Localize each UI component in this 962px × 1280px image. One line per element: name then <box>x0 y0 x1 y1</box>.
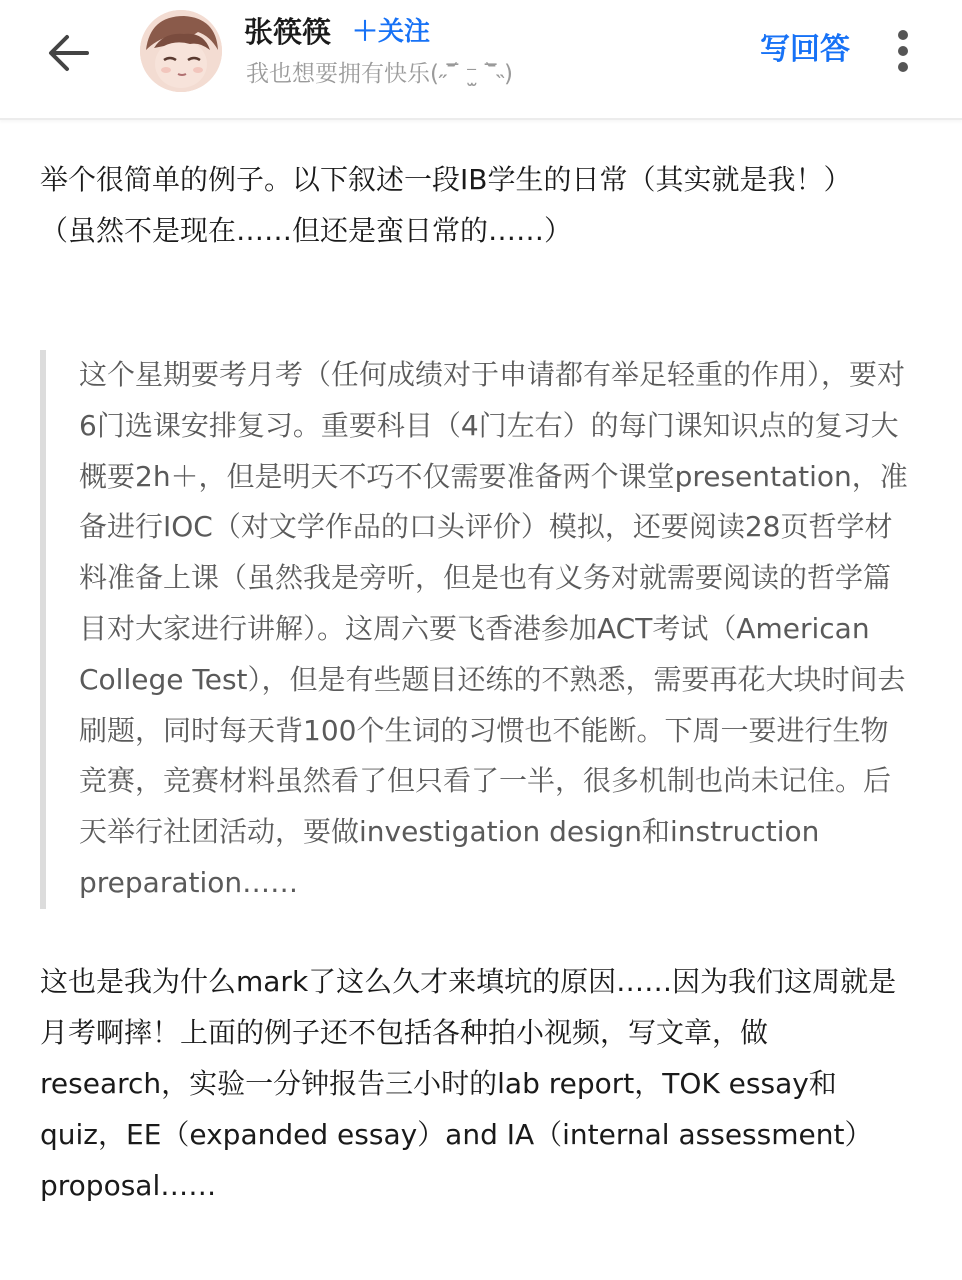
avatar-image <box>140 10 222 92</box>
arrow-left-icon <box>47 31 91 75</box>
intro-paragraph <box>40 154 916 307</box>
author-name[interactable]: 张筷筷 <box>244 15 332 49</box>
top-bar <box>0 0 962 120</box>
avatar[interactable] <box>140 10 222 92</box>
intro-text: 举个很简单的例子。以下叙述一段IB学生的日常（其实就是我！） （虽然不是现在……但还是蛮日常的……） <box>40 163 852 247</box>
more-button[interactable] <box>880 26 926 76</box>
answer-content <box>40 154 916 1211</box>
author-bio: 我也想要拥有快乐(˶‾᷄ ⁻̫ ‾᷅˵) <box>246 61 514 87</box>
back-button[interactable] <box>40 24 98 82</box>
quote-paragraph: 这个星期要考月考（任何成绩对于申请都有举足轻重的作用），要对6门选课安排复习。重要科目（4门左右）的每门课知识点的复习大概要2h＋，但是明天不巧不仅需要准备两个课堂presentation，准备进行IOC（对文学作品的口头评价）模拟，还要阅读28页哲学材料准备上课（虽然我是旁听，但是也有义务对就需要阅读的哲学篇目对大家进行讲解）。这周六要飞香港参加ACT考试（American College Test），但是有些题目还练的不熟悉，需要再花大块时间去刷题，同时每天背100个生词的习惯也不能断。下周一要进行生物竞赛，竞赛材料虽然看了但只看了一半，很多机制也尚未记住。后天举行社团活动，要做investigation design和instruction preparation…… <box>79 358 908 899</box>
follow-button[interactable]: ＋关注 <box>352 17 431 47</box>
blockquote <box>40 350 915 909</box>
more-vertical-icon <box>895 28 911 74</box>
write-answer-button[interactable]: 写回答 <box>760 32 850 67</box>
closing-paragraph: 这也是我为什么mark了这么久才来填坑的原因……因为我们这周就是月考啊摔！上面的例子还不包括各种拍小视频，写文章，做research，实验一分钟报告三小时的lab report，TOK essay和quiz，EE（expanded essay）and IA（internal assessment）proposal…… <box>40 964 897 1202</box>
